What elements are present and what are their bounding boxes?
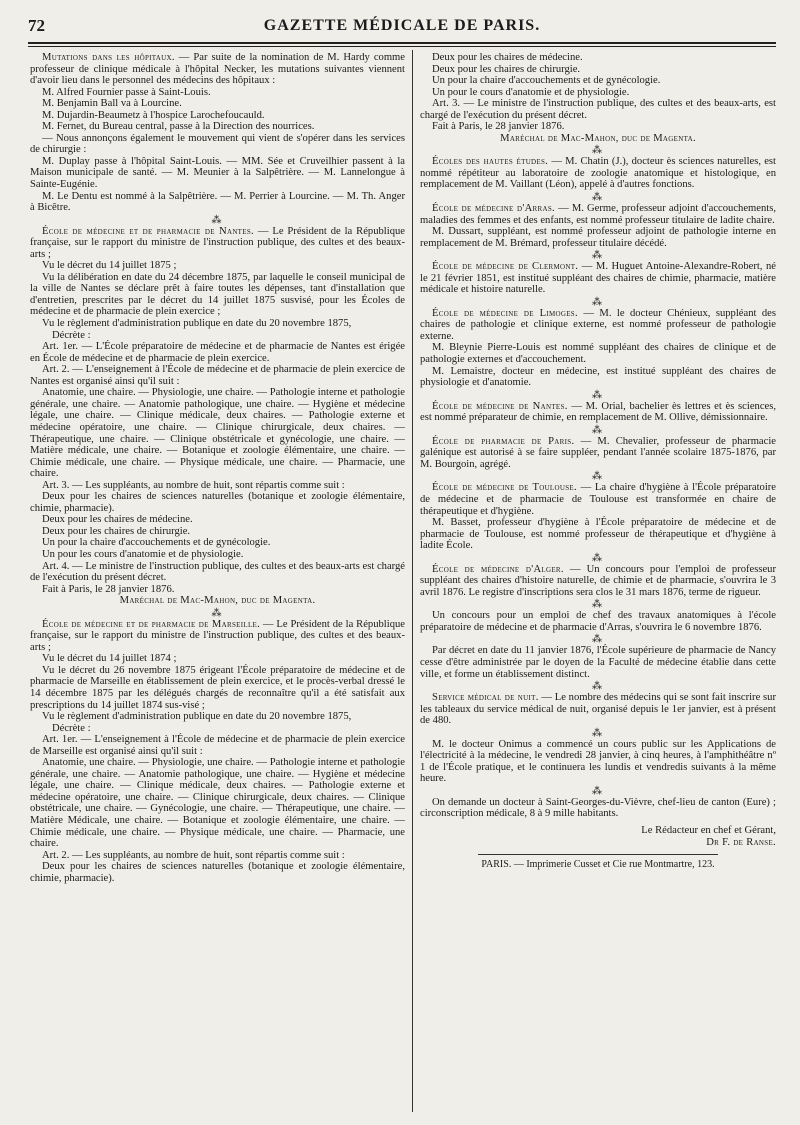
nuit-paragraph: Service médical de nuit. — Le nombre des médecins qui se sont fait inscrire sur les tableaux du service médical de nuit, organisé depuis le 1er janvier, est à présent de 480. [420, 692, 776, 727]
asterism-divider: ⁂ [592, 389, 604, 401]
article: Art. 4. — Le ministre de l'instruction publique, des cultes et des beaux-arts est chargé de l'exécution du présent décret. [30, 560, 405, 584]
header-rule-thin [28, 46, 776, 47]
signature: Maréchal de Mac-Mahon, duc de Magenta. [500, 132, 696, 144]
text-paragraph: M. Dussart, suppléant, est nommé professeur adjoint de pathologie interne en remplacement de M. Brémard, professeur titulaire décédé. [420, 226, 776, 249]
section-heading: École de médecine d'Arras. [432, 203, 555, 215]
text-paragraph: M. Lemaistre, docteur en médecine, est institué suppléant des chaires de physiologie et d'anatomie. [420, 365, 776, 389]
asterism-divider: ⁂ [592, 552, 604, 564]
section-heading: École de pharmacie de Paris. [432, 435, 575, 447]
text-line: Deux pour les chaires de sciences naturelles (botanique et zoologie élémentaire, chimie, pharmacie). [30, 861, 405, 884]
asterism-divider: ⁂ [211, 214, 224, 226]
column-separator [412, 50, 413, 1112]
text-paragraph: — Nous annonçons également le mouvement qui vient de s'opérer dans les services de chirurgie : [30, 132, 405, 156]
asterism-divider: ⁂ [592, 785, 604, 797]
article: Art. 1er. — L'École préparatoire de médecine et de pharmacie de Nantes est érigée en École de médecine et de pharmacie de plein exercice. [30, 341, 405, 364]
article: Art. 3. — Les suppléants, au nombre de huit, sont répartis comme suit : [42, 479, 345, 491]
text-paragraph: M. Bleynie Pierre-Louis est nommé suppléant des chaires de clinique et de pathologie externes et d'accouchement. [420, 342, 776, 366]
section-heading: École de médecine d'Alger. [432, 563, 564, 575]
text-paragraph: Un concours pour un emploi de chef des travaux anatomiques à l'école préparatoire de médecine et de pharmacie d'Arras, s'ouvrira le 6 novembre 1876. [420, 610, 776, 633]
clermont-paragraph: École de médecine de Clermont. — M. Huguet Antoine-Alexandre-Robert, né le 21 février 1851, est institué suppléant des chaires de chimie, pharmacie, matière médicale et histoire naturelle. [420, 261, 776, 296]
date-line: Fait à Paris, le 28 janvier 1876. [42, 583, 175, 595]
paris-paragraph: École de pharmacie de Paris. — M. Chevalier, professeur de pharmacie galénique est autorisé à se faire suppléer, pendant l'année scolaire 1875-1876, par M. Bourgoin, agrégé. [420, 435, 776, 470]
article: Art. 1er. — L'enseignement à l'École de médecine et de pharmacie de plein exercice de Marseille est organisé ainsi qu'il suit : [30, 734, 405, 757]
asterism-divider: ⁂ [592, 727, 604, 739]
asterism-divider: ⁂ [592, 145, 604, 157]
redacteur-name: Dr F. de Ranse. [706, 836, 776, 848]
section-heading: Écoles des hautes études. [432, 156, 549, 168]
section-heading: Mutations dans les hôpitaux. [42, 52, 175, 63]
text-line: Un pour la chaire d'accouchements et de gynécologie. [432, 75, 661, 87]
text-paragraph: M. Le Dentu est nommé à la Salpêtrière. — M. Perrier à Lourcine. — M. Th. Anger à Bicêtre. [30, 190, 405, 214]
nantes-nomination-paragraph: École de médecine de Nantes. — M. Orial, bachelier ès lettres et ès sciences, est nommé préparateur de chimie, en remplacement de M. Ollive, démissionnaire. [420, 400, 776, 424]
nancy-paragraph: Par décret en date du 11 janvier 1876, l'École supérieure de pharmacie de Nancy cesse d'être administrée par le doyen de la Faculté de médecine établie dans cette ville, et forme un établissement distinct. [420, 645, 776, 680]
section-heading: École de médecine et de pharmacie de Nantes. [42, 225, 254, 237]
text-line: M. Benjamin Ball va à Lourcine. [42, 98, 182, 110]
asterism-divider: ⁂ [592, 250, 604, 262]
left-column [30, 52, 405, 1116]
text-paragraph: M. Basset, professeur d'hygiène à l'École préparatoire de médecine et de pharmacie de Toulouse, est nommé professeur de thérapeutique et d'hygiène à ladite École. [420, 517, 776, 552]
text-line: Deux pour les chaires de sciences naturelles (botanique et zoologie élémentaire, chimie, pharmacie). [30, 491, 405, 514]
hautes-etudes-paragraph: Écoles des hautes études. — M. Chatin (J.), docteur ès sciences naturelles, est nommé répétiteur au laboratoire de zoologie anatomique et histologique, en remplacement de M. Vaillant (Léon), appelé à d'autres fonctions. [420, 156, 776, 191]
running-title: GAZETTE MÉDICALE DE PARIS. [263, 17, 541, 34]
text-line: M. Alfred Fournier passe à Saint-Louis. [42, 86, 211, 98]
toulouse-paragraph: École de médecine de Toulouse. — La chaire d'hygiène à l'École préparatoire de médecine et de pharmacie de Toulouse est transformée en chaire de thérapeutique et d'hygiène. [420, 482, 776, 517]
section-heading: École de médecine de Nantes. [432, 400, 568, 412]
section-heading: École de médecine de Limoges. [432, 307, 578, 319]
asterism-divider: ⁂ [592, 296, 604, 308]
text-line: Deux pour les chaires de médecine. [42, 514, 193, 526]
alger-paragraph: École de médecine d'Alger. — Un concours pour l'emploi de professeur suppléant des chaires d'histoire naturelle, de chimie et de pharmacie, s'ouvrira le 3 avril 1876. Le registre d'inscriptions sera clos le 31 mars 1876, terme de rigueur. [420, 563, 776, 598]
signature: Maréchal de Mac-Mahon, duc de Magenta. [119, 595, 316, 607]
article: Art. 2. — L'enseignement à l'École de médecine et de pharmacie de plein exercice de Nantes est organisé ainsi qu'il suit : [30, 364, 405, 387]
nantes-paragraph: École de médecine et de pharmacie de Nantes. — Le Président de la République française, sur le rapport du ministre de l'instruction publique, des cultes et des beaux-arts ; [30, 225, 405, 260]
decrete-label: Décrète : [52, 329, 91, 341]
limoges-paragraph: École de médecine de Limoges. — M. le docteur Chénieux, suppléant des chaires de pathologie et clinique externe, est nommé professeur de pathologie externe. [420, 307, 776, 342]
text-line: Un pour le cours d'anatomie et de physiologie. [432, 86, 630, 98]
article: Art. 3. — Le ministre de l'instruction publique, des cultes et des beaux-arts, est chargé de l'exécution du présent décret. [420, 98, 776, 121]
text-line: Un pour les cours d'anatomie et de physiologie. [42, 548, 244, 560]
vievre-paragraph: On demande un docteur à Saint-Georges-du-Vièvre, chef-lieu de canton (Eure) ; circonscription médicale, 8 à 9 mille habitants. [420, 796, 776, 820]
text-paragraph: Vu le règlement d'administration publique en date du 20 novembre 1875, [42, 318, 352, 330]
section-heading: École de médecine de Clermont. [432, 261, 579, 273]
section-heading: École de médecine de Toulouse. [432, 482, 577, 494]
right-column [420, 52, 776, 1116]
text-line: Deux pour les chaires de chirurgie. [432, 63, 581, 75]
section-heading: Service médical de nuit. [432, 692, 539, 704]
text-line: Deux pour les chaires de chirurgie. [42, 525, 191, 537]
decrete-label: Décrète : [52, 722, 91, 734]
text-line: M. Fernet, du Bureau central, passe à la Direction des nourrices. [42, 121, 315, 133]
asterism-divider: ⁂ [211, 607, 224, 619]
text-line: Deux pour les chaires de médecine. [432, 52, 583, 63]
chaires-list: Anatomie, une chaire. — Physiologie, une chaire. — Pathologie interne et pathologie générale, une chaire. — Anatomie pathologique, une chaire. — Hygiène et médecine légale, une chaire. — Clinique médicale, deux chaires. — Pathologie externe et médecine opératoire, une chaire. — Clinique chirurgicale, deux chaires. — Thérapeutique, une chaire. — Clinique obstétricale et gynécologie, une chaire. — Matière médicale, une chaire. — Botanique et zoologie élémentaire, une chaire. — Chimie médicale, une chaire. — Physique médicale, une chaire. — Pharmacie, une chaire. [30, 387, 405, 480]
text-paragraph: Vu la délibération en date du 24 décembre 1875, par laquelle le conseil municipal de la ville de Nantes se déclare prêt à faire toutes les dépenses, tant d'installation que d'entretien, prescrites par le décret du 14 juillet 1875 susvisé, pour les Écoles de médecine et de pharmacie de plein exercice ; [30, 271, 405, 318]
date-line: Fait à Paris, le 28 janvier 1876. [432, 121, 565, 133]
asterism-divider: ⁂ [592, 634, 604, 646]
onimus-paragraph: M. le docteur Onimus a commencé un cours public sur les Applications de l'électricité à la médecine, le vendredi 28 janvier, à cinq heures, à l'amphithéâtre nº 1 de l'École pratique, et le continuera les lundis et vendredis suivants à la même heure. [420, 738, 776, 785]
text-paragraph: Vu le décret du 26 novembre 1875 érigeant l'École préparatoire de médecine et de pharmacie de Marseille en établissement de plein exercice, et le procès-verbal dressé le 14 décembre 1875 par les délégués chargés de reconnaître qu'il a été satisfait aux prescriptions du 14 juillet 1874 sus-visé ; [30, 664, 405, 711]
asterism-divider: ⁂ [592, 192, 604, 204]
page-header [28, 16, 776, 42]
footer-rule [478, 854, 718, 855]
text-line: Un pour la chaire d'accouchements et de gynécologie. [42, 537, 271, 549]
mutations-paragraph: Mutations dans les hôpitaux. — Par suite de la nomination de M. Hardy comme professeur de clinique médicale à l'hôpital Necker, les mutations suivantes viennent d'avoir lieu dans le personnel des médecins des hôpitaux : [30, 52, 405, 87]
text-line: M. Dujardin-Beaumetz à l'hospice Larochefoucauld. [42, 109, 265, 121]
redacteur-line: Le Rédacteur en chef et Gérant, [641, 824, 776, 836]
text-paragraph: Vu le règlement d'administration publique en date du 20 novembre 1875, [42, 711, 352, 723]
text-paragraph: Vu le décret du 14 juillet 1875 ; [42, 260, 177, 272]
arras-paragraph: École de médecine d'Arras. — M. Germe, professeur adjoint d'accouchements, maladies des femmes et des enfants, est nommé professeur titulaire de ladite chaire. [420, 203, 776, 226]
page-number: 72 [28, 16, 45, 35]
marseille-paragraph: École de médecine et de pharmacie de Marseille. — Le Président de la République française, sur le rapport du ministre de l'instruction publique, des cultes et des beaux-arts ; [30, 618, 405, 653]
header-rule [28, 42, 776, 44]
text-paragraph: Vu le décret du 14 juillet 1874 ; [42, 653, 177, 665]
text-paragraph: M. Duplay passe à l'hôpital Saint-Louis. — MM. Sée et Cruveilhier passent à la Maison municipale de santé. — M. Meunier à la Salpêtrière. — M. Lannelongue à Sainte-Eugénie. [30, 155, 405, 191]
article: Art. 2. — Les suppléants, au nombre de huit, sont répartis comme suit : [42, 849, 345, 861]
asterism-divider: ⁂ [592, 681, 604, 693]
asterism-divider: ⁂ [592, 599, 604, 611]
imprint-footer: PARIS. — Imprimerie Cusset et Cie rue Montmartre, 123. [481, 859, 715, 871]
asterism-divider: ⁂ [592, 471, 604, 483]
asterism-divider: ⁂ [592, 424, 604, 436]
chaires-list: Anatomie, une chaire. — Physiologie, une chaire. — Pathologie interne et pathologie générale, une chaire. — Anatomie pathologique, une chaire. — Hygiène et médecine légale, une chaire. — Clinique médicale, deux chaires. — Pathologie externe et médecine opératoire, une chaire. — Clinique chirurgicale, deux chaires. — Clinique obstétricale, une chaire. — Gynécologie, une chaire. — Thérapeutique, une chaire. — Matière Médicale, une chaire. — Botanique et zoologie élémentaire, une chaire. — Chimie médicale, une chaire. — Physique médicale, une chaire. — Pharmacie, une chaire. [30, 757, 405, 850]
section-heading: École de médecine et de pharmacie de Marseille. [42, 618, 261, 630]
